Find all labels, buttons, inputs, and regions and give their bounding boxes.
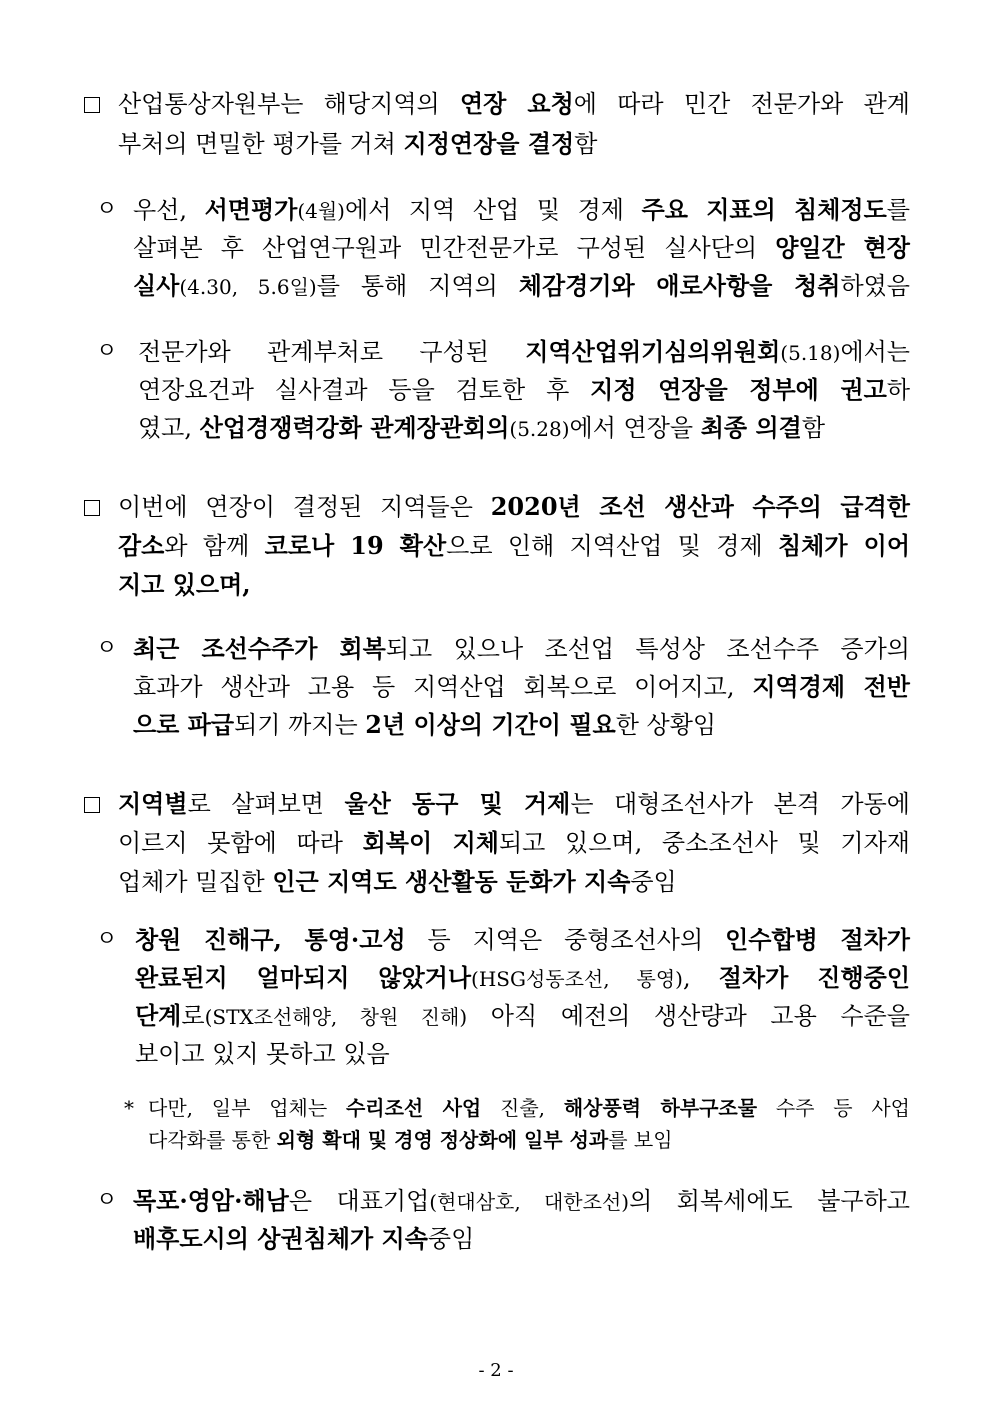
text-segment: 에서 연장을 — [569, 414, 701, 442]
text-segment: 의 회복세에도 불구하고 — [629, 1187, 910, 1215]
bold-text: 지역산업위기심의위원회 — [525, 337, 781, 366]
text-segment: 으로 인해 지역산업 및 경제 — [446, 532, 778, 560]
text-segment: 이번에 연장이 결정된 지역들은 — [118, 493, 491, 521]
bold-text: 최종 의결 — [700, 413, 802, 442]
bold-text: 목포·영암·해남 — [133, 1186, 289, 1215]
text-line — [135, 1040, 390, 1068]
text-line — [118, 868, 677, 896]
text-line — [148, 1096, 910, 1120]
text-segment: (5.18) — [780, 341, 841, 365]
text-segment: 에서는 — [840, 338, 910, 366]
text-segment: 함 — [574, 130, 598, 158]
circle-bullet: ㅇ — [96, 339, 118, 364]
text-segment: (5.28) — [509, 417, 570, 441]
bold-text: 지역별 — [118, 789, 188, 818]
text-segment: 는 대형조선사가 본격 가동에 — [570, 790, 910, 818]
text-segment: 다각화를 통한 — [148, 1128, 277, 1152]
text-line — [135, 1002, 910, 1030]
text-line — [118, 90, 910, 118]
text-segment: 한 상황임 — [615, 711, 717, 739]
bold-text: 단계 — [135, 1001, 182, 1030]
text-segment: (4월) — [297, 199, 345, 223]
bold-text: 산업경쟁력강화 관계장관회의 — [199, 413, 510, 442]
text-segment: 우선, — [133, 196, 205, 224]
bold-text: 완료된지 얼마되지 않았거나 — [135, 963, 472, 992]
bold-text: 코로나 19 확산 — [264, 531, 447, 560]
text-segment: , — [682, 964, 719, 992]
bold-text: 2020년 조선 생산과 수주의 급격한 — [490, 492, 910, 521]
text-segment: 진출, — [481, 1096, 564, 1120]
text-segment: 이르지 못함에 따라 — [118, 829, 363, 857]
text-line — [133, 711, 716, 739]
box-bullet — [84, 797, 100, 813]
text-line — [118, 829, 910, 857]
bold-text: 지정 연장을 정부에 권고 — [590, 375, 887, 404]
text-segment: 중임 — [630, 868, 677, 896]
bold-text: 양일간 현장 — [775, 233, 910, 262]
circle-bullet: ㅇ — [96, 1188, 118, 1213]
text-segment: 함 — [801, 414, 825, 442]
text-line — [133, 196, 910, 224]
bold-text: 연장 요청 — [460, 89, 574, 118]
bold-text: 지정연장을 결정 — [403, 129, 575, 158]
text-segment: (현대삼호, 대한조선) — [429, 1190, 630, 1214]
text-line — [118, 532, 910, 560]
text-segment: (STX조선해양, 창원 진해) — [204, 1005, 468, 1029]
text-line — [133, 635, 910, 663]
bold-text: 해상풍력 하부구조물 — [563, 1096, 758, 1120]
text-segment: (4.30, 5.6일) — [179, 275, 317, 299]
bold-text: 외형 확대 및 경영 정상화에 일부 성과 — [276, 1128, 609, 1152]
bold-text: 절차가 진행중인 — [718, 963, 910, 992]
text-segment: 보이고 있지 못하고 있음 — [135, 1040, 390, 1068]
text-line — [148, 1128, 673, 1152]
bold-text: 실사 — [133, 271, 180, 300]
text-segment: 다만, 일부 업체는 — [148, 1096, 346, 1120]
text-segment: 업체가 밀집한 — [118, 868, 273, 896]
text-line — [133, 1187, 910, 1215]
text-line — [133, 1225, 474, 1253]
text-line — [138, 376, 910, 404]
text-segment: 부처의 면밀한 평가를 거쳐 — [118, 130, 404, 158]
text-line — [133, 673, 910, 701]
text-line — [135, 964, 910, 992]
text-segment: 살펴본 후 산업연구원과 민간전문가로 구성된 실사단의 — [133, 234, 776, 262]
text-segment: 를 통해 지역의 — [316, 272, 519, 300]
text-segment: 효과가 생산과 고용 등 지역산업 회복으로 이어지고, — [133, 673, 753, 701]
box-bullet — [84, 97, 100, 113]
text-segment: 중임 — [427, 1225, 475, 1253]
bold-text: 지역경제 전반 — [752, 672, 910, 701]
text-segment: (HSG성동조선, 통영) — [471, 967, 683, 991]
bold-text: 2년 이상의 기간이 필요 — [365, 710, 616, 739]
bold-text: 침체가 이어 — [778, 531, 911, 560]
text-segment: 에서 지역 산업 및 경제 — [344, 196, 642, 224]
text-line — [118, 493, 910, 521]
bold-text: 서면평가 — [204, 195, 298, 224]
circle-bullet: ㅇ — [96, 636, 118, 661]
text-segment: 연장요건과 실사결과 등을 검토한 후 — [138, 376, 591, 404]
bold-text: 인수합병 절차가 — [725, 925, 910, 954]
text-line — [118, 790, 910, 818]
bold-text: 인근 지역도 생산활동 둔화가 지속 — [272, 867, 631, 896]
box-bullet — [84, 500, 100, 516]
bold-text: 수리조선 사업 — [345, 1096, 482, 1120]
text-segment: 로 — [181, 1002, 205, 1030]
text-segment: 산업통상자원부는 해당지역의 — [118, 90, 460, 118]
text-segment: 되고 있으나 조선업 특성상 조선수주 증가의 — [385, 635, 910, 663]
text-segment: 되고 있으며, 중소조선사 및 기자재 — [498, 829, 910, 857]
text-segment: 에 따라 민간 전문가와 관계 — [573, 90, 910, 118]
text-segment: 되기 까지는 — [234, 711, 366, 739]
text-segment: 를 — [886, 196, 910, 224]
page-number: - 2 - — [478, 1360, 514, 1381]
text-segment: 하였음 — [840, 272, 910, 300]
bold-text: 지고 있으며, — [118, 570, 251, 599]
bold-text: 최근 조선수주가 회복 — [133, 634, 386, 663]
text-segment: 로 살펴보면 — [187, 790, 345, 818]
text-segment: 였고, — [138, 414, 200, 442]
text-segment: 전문가와 관계부처로 구성된 — [138, 338, 526, 366]
text-line — [133, 272, 910, 300]
bold-text: 창원 진해구, 통영·고성 — [135, 925, 406, 954]
text-segment: 하 — [886, 376, 910, 404]
bold-text: 감소 — [118, 531, 165, 560]
bold-text: 으로 파급 — [133, 710, 235, 739]
text-segment: 를 보임 — [608, 1128, 673, 1152]
bold-text: 주요 지표의 침체정도 — [641, 195, 887, 224]
bold-text: 울산 동구 및 거제 — [344, 789, 571, 818]
text-line — [138, 338, 910, 366]
text-segment: 등 지역은 중형조선사의 — [405, 926, 726, 954]
text-segment: 은 대표기업 — [288, 1187, 430, 1215]
text-segment: 수주 등 사업 — [757, 1096, 911, 1120]
text-line — [138, 414, 825, 442]
circle-bullet: ㅇ — [96, 197, 118, 222]
asterisk-marker: * — [124, 1096, 134, 1120]
bold-text: 체감경기와 애로사항을 청취 — [518, 271, 841, 300]
text-segment: 아직 예전의 생산량과 고용 수준을 — [467, 1002, 910, 1030]
bold-text: 회복이 지체 — [362, 828, 499, 857]
circle-bullet: ㅇ — [96, 927, 118, 952]
text-line — [118, 130, 597, 158]
text-line — [135, 926, 910, 954]
bold-text: 배후도시의 상권침체가 지속 — [133, 1224, 428, 1253]
text-line — [118, 571, 251, 599]
text-line — [133, 234, 910, 262]
text-segment: 와 함께 — [164, 532, 265, 560]
